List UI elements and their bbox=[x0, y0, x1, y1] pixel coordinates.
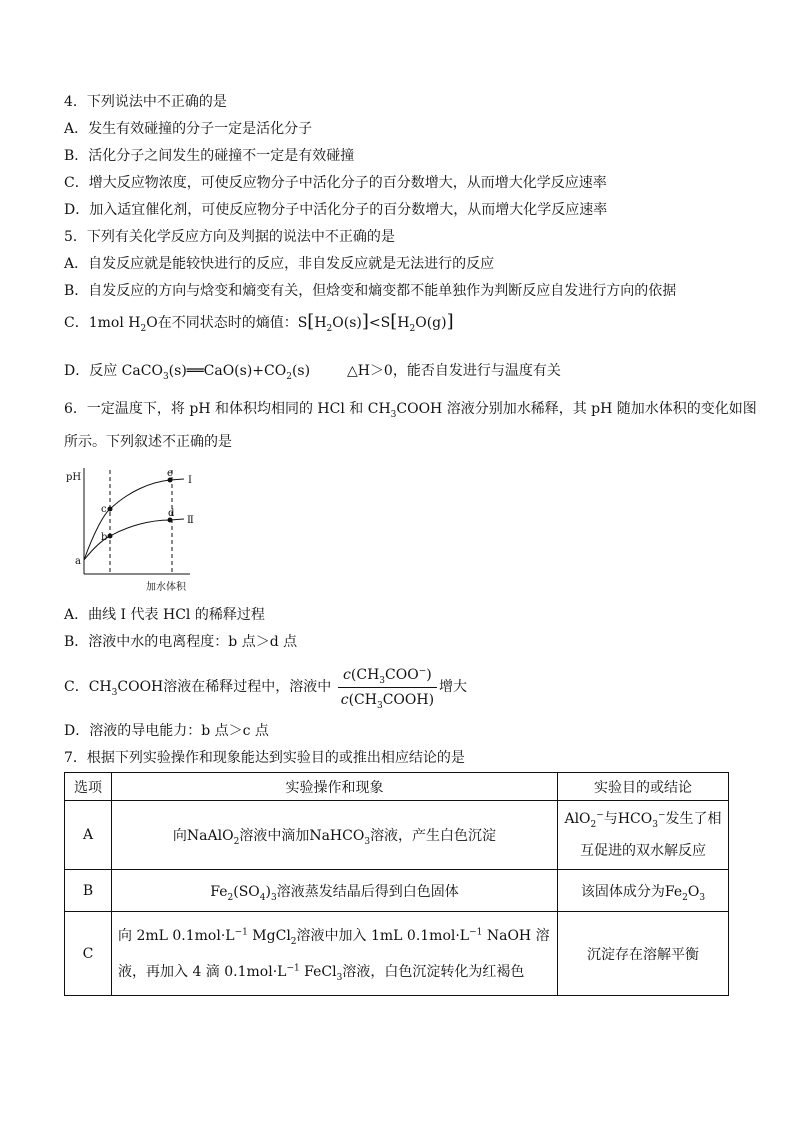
q5-c-prefix: C．1mol bbox=[64, 315, 124, 331]
header-option: 选项 bbox=[65, 773, 112, 801]
row-conclusion: AlO$_2$−与$HCO_3^-$发生了相 互促进的双水解反应 bbox=[558, 801, 729, 870]
q5-option-a: A．自发反应就是能较快进行的反应，非自发反应就是无法进行的反应 bbox=[64, 256, 495, 272]
table-row bbox=[65, 801, 729, 870]
row-option: C bbox=[65, 912, 112, 996]
q7-stem: 7．根据下列实验操作和现象能达到实验目的或推出相应结论的是 bbox=[64, 750, 465, 766]
ph-dilution-chart bbox=[62, 462, 202, 597]
q6-option-a: A．曲线 I 代表 HCl 的稀释过程 bbox=[64, 607, 265, 623]
row-operation: 向 2mL $0.1mol\cdot L^{-1}$ MgCl$_2$溶液中加入 1mL $0.1mol\cdot L^{-1}$ NaOH 溶 液，再加入 4 滴 $0.1mol\cdot L^{-1}$ FeCl$_3$溶液，白色沉淀转化为红褐色 bbox=[112, 912, 558, 996]
chart-points bbox=[108, 478, 173, 539]
row-operation: 向NaAlO$_2$溶液中滴加NaHCO$_3$溶液，产生白色沉淀 bbox=[112, 801, 558, 870]
row-option: B bbox=[65, 870, 112, 912]
row-option: A bbox=[65, 801, 112, 870]
chart-axes bbox=[84, 468, 190, 574]
q4-option-b: B．活化分子之间发生的碰撞不一定是有效碰撞 bbox=[64, 148, 355, 164]
q4-option-d: D．加入适宜催化剂，可使反应物分子中活化分子的百分数增大，从而增大化学反应速率 bbox=[64, 202, 608, 218]
q6-option-c: C．$CH_3COOH$溶液在稀释过程中，溶液中 $\frac{c(CH_3COO^-)}{c(CH_3COOH)}$ 增大 bbox=[64, 665, 468, 711]
q6-stem-line2: 所示。下列叙述不正确的是 bbox=[64, 434, 232, 450]
x-axis-label: 加水体积 bbox=[146, 582, 186, 593]
q6-stem-line1: 6．一定温度下，将 pH 和体积均相同的 HCl 和 $CH_3COOH$ 溶液分别加水稀释，其 pH 随加水体积的变化如图 bbox=[64, 401, 757, 420]
row-conclusion: 该固体成分为$Fe_2O_3$ bbox=[558, 870, 729, 912]
table-row bbox=[65, 912, 729, 996]
point-label-c: c bbox=[101, 504, 107, 515]
q5-option-b: B．自发反应的方向与焓变和熵变有关，但焓变和熵变都不能单独作为判断反应自发进行方向的依据 bbox=[64, 283, 677, 299]
q6-stem-part1: 6．一定温度下，将 pH 和体积均相同的 HCl 和 bbox=[64, 401, 364, 417]
row-operation: $Fe_2(SO_4)_3$溶液蒸发结晶后得到白色固体 bbox=[112, 870, 558, 912]
q6-stem-part2: 溶液分别加水稀释，其 pH 随加水体积的变化如图 bbox=[446, 401, 757, 417]
header-operation: 实验操作和现象 bbox=[112, 773, 558, 801]
ratio-fraction: $\frac{c(CH_3COO^-)}{c(CH_3COOH)}$ bbox=[338, 665, 437, 710]
q6-c-suffix: 增大 bbox=[439, 679, 468, 695]
q5-stem: 5．下列有关化学反应方向及判据的说法中不正确的是 bbox=[64, 229, 395, 245]
q6-option-d: D．溶液的导电能力：b 点＞c 点 bbox=[64, 723, 269, 739]
point-c bbox=[108, 507, 113, 512]
experiment-table bbox=[64, 772, 729, 996]
q6-option-b: B．溶液中水的电离程度：b 点＞d 点 bbox=[64, 634, 298, 650]
row-conclusion: 沉淀存在溶解平衡 bbox=[558, 912, 729, 996]
curve-label-I: I bbox=[188, 475, 192, 486]
point-label-a: a bbox=[75, 556, 81, 567]
point-label-e: e bbox=[167, 468, 173, 479]
y-axis-label: pH bbox=[66, 472, 82, 483]
q4-option-a: A．发生有效碰撞的分子一定是活化分子 bbox=[64, 121, 313, 137]
point-label-b: b bbox=[101, 532, 108, 543]
q4-option-c: C．增大反应物浓度，可使反应物分子中活化分子的百分数增大，从而增大化学反应速率 bbox=[64, 175, 607, 191]
q5-d-condition: △H＞0，能否自发进行与温度有关 bbox=[346, 363, 561, 379]
table-row bbox=[65, 870, 729, 912]
q5-option-d: D．反应 $CaCO_3(s)══CaO(s)+CO_2(s)$ △H＞0，能否自发进行与温度有关 bbox=[64, 363, 561, 382]
header-conclusion: 实验目的或结论 bbox=[558, 773, 729, 801]
q4-stem: 4．下列说法中不正确的是 bbox=[64, 94, 227, 110]
q5-option-c: C．1mol $H_2O$在不同状态时的熵值：$S[H_2O(s)]<S[H_2O(g)]$ bbox=[64, 311, 454, 334]
q5-c-text: 在不同状态时的熵值： bbox=[157, 315, 298, 331]
point-b bbox=[108, 534, 113, 539]
curve-label-II: Ⅱ bbox=[187, 515, 194, 526]
point-label-d: d bbox=[168, 508, 175, 519]
table-header-row bbox=[65, 773, 729, 801]
q5-d-prefix: D．反应 bbox=[64, 363, 118, 379]
q6-c-text: 溶液在稀释过程中，溶液中 bbox=[163, 679, 332, 695]
